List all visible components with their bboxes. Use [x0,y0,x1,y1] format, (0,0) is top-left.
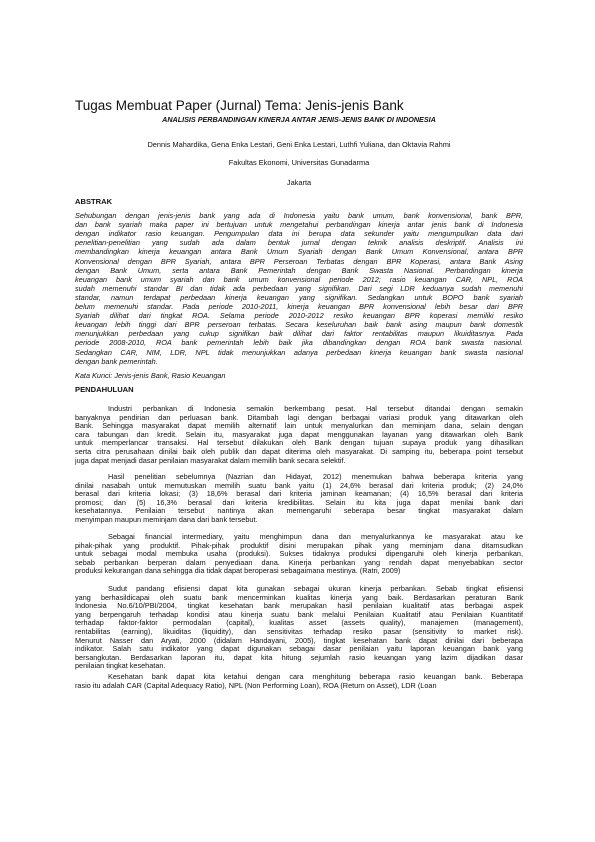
paragraph-line: standar, namun terdapat perbedaan kinerja keuangan yang signifikan. Sedangkan untuk BOPO bank syariah [75,292,523,302]
paragraph-line: keuangan lebih tinggi dari BPR perseroan terbatas. Secara keseluruhan baik bank asing maupun bank domestik [75,320,523,330]
paragraph-line: Sebagai financial intermediary, yaitu menghimpun dana dan menyalurkannya ke masyarakat atau ke [108,532,523,541]
paragraph-line: dan bank syariah maka paper ini bertujuan untuk mengetahui perbandingan kinerja antar jenis bank di Indonesia [75,220,523,230]
paragraph-line: indikator. Salah satu indikator yang dapat digunakan sebagai dasar penilaian yaitu laporan keuangan bank yang [75,644,523,654]
paragraph-line: Indonesia No.6/10/PBI/2004, tingkat kesehatan bank merupakan hasil penilaian kualitatif atas berbagai aspek [75,601,523,611]
paragraph-line: kesehatannya. Penilaian tersebut nantinya akan memengaruhi seberapa besar tingkat masyarakat dalam [75,506,523,516]
paragraph-line: Bank. Sehingga masyarakat dapat memilih alternatif lain untuk menyalurkan dan meminjam dana, selain dengan [75,421,523,431]
paragraph-line: membandingkan kinerja keuangan antara Bank Umum Syariah dengan Bank Umum Konvensional, antara BPR [75,247,523,257]
paragraph-line: belum memenuhi standar. Pada periode 2010-2011, kinerja keuangan BPR konvensional lebih besar dari BPR [75,302,523,311]
paragraph-line: cara tabungan dan kredit. Selain itu, masyarakat juga dapat menggunakan layanan yang ditawarkan oleh Bank [75,429,523,439]
paragraph-line: rentabilitas (earning), likuiditas (liquidity), dan sensitivitas terhadap resiko pasar (sensitivity to market risk). [75,627,523,636]
affiliation: Fakultas Ekonomi, Universitas Gunadarma [228,158,370,167]
paper-title: ANALISIS PERBANDINGAN KINERJA ANTAR JENIS-JENIS BANK DI INDONESIA [162,115,436,124]
paragraph-line: untuk sebagai modal membuka usaha (produksi). Sukses tidaknya produksi dipengaruhi oleh kinerja perbankan, [75,549,523,559]
paragraph-line: yang berpengaruh terhadap kondisi atau kinerja suatu bank melalui Penilaian Kualitatif atau Penilaian Kuantitatif [75,609,523,619]
paragraph-line: pihak-pihak yang produktif. Pihak-pihak produktif disini merupakan pihak yang meminjam dana ditamsudkan [75,540,523,550]
paragraph-line: penilaian tingkat kesehatan. [75,661,166,671]
paragraph-line: sudah memenuhi standar BI dan tidak ada perbedaan yang signifikan. Dari segi LDR keduanya sudah memenuhi [75,283,523,293]
paragraph-line: untuk memperlancar transaksi. Hal tersebut dilakukan oleh Bank dengan tujuan supaya produk yang dihasilkan [75,438,523,448]
paragraph-line: Kesehatan bank dapat kita ketahui dengan cara menghitung beberapa rasio keuangan bank. Beberapa [108,672,523,681]
paragraph-line: bersangkutan. Berdasarkan laporan itu, dapat kita hitung sejumlah rasio keuangan yang lazim dijadikan dasar [75,652,523,662]
keywords: Kata Kunci: Jenis-jenis Bank, Rasio Keuangan [75,371,226,380]
paragraph-line: Hasil penelitian sebelumnya (Nazrian dan Hidayat, 2012) menemukan bahwa beberapa kriteria yang [108,472,523,481]
paragraph-line: keuangan bank umum syariah dan bank umum konvensional periode 2012; rasio keuangan CAR, NPL, ROA [75,274,523,284]
paragraph-line: dengan indikator rasio keuangan. Pengumpulan data ini berupa data sekunder yaitu mengumpulkan data dari [75,229,523,239]
paragraph-line: periode 2008-2010, ROA bank pemerintah lebih baik jika dibandingkan dengan ROA bank swasta nasional. [75,338,523,348]
paragraph-line: Sedangkan CAR, NIM, LDR, NPL tidak menunjukkan adanya perbedaan kinerja keuangan bank swasta nasional [75,347,523,357]
paragraph-line: Syariah dilihat dari tingkat ROA. Selama periode 2010-2012 resiko keuangan BPR koperasi memiliki resiko [75,311,523,321]
paragraph-line: penelitian-penelitian yang sudah ada dalam bentuk jurnal dengan teknik analisis deskriptif. Analisis ini [75,238,523,248]
paragraph-line: banyaknya pendirian dan perluasan bank. Ditambah lagi dengan berbagai variasi produk yang ditawarkan oleh [75,412,523,422]
paragraph-line: serta citra perusahaan dinilai baik oleh publik dan dapat diterima oleh masyarakat. Di samping itu, beberapa point tersebut [75,447,523,456]
paragraph-line: sebab perbankan berperan dalam penyediaan dana. Kinerja perbankan yang rendah dapat menyebabkan sector [75,557,523,567]
paragraph-line: berasal dari kriteria lokasi; (3) 18,6% berasal dari kriteria jaminan keamanan; (4) 16,5% berasal dari kriteria [75,489,523,499]
paragraph-line: Sudut pandang efisiensi dapat kita gunakan sebagai ukuran kinerja perbankan. Sebab tingkat efisiensi [108,584,523,593]
document-title: Tugas Membuat Paper (Jurnal) Tema: Jenis-jenis Bank [75,98,404,113]
paragraph-line: produksi kekurangan dana sehingga dia tidak dapat beroperasi sebagaimana mestinya. (Ratri, 2009) [75,566,401,576]
author-list: Dennis Mahardika, Gena Enka Lestari, Geni Enka Lestari, Luthfi Yuliana, dan Oktavia Rahmi [147,140,451,149]
abstract-heading: ABSTRAK [75,197,113,206]
intro-heading: PENDAHULUAN [75,385,134,394]
paragraph-line: terhadap faktor-faktor permodalan (capital), kualitas asset (assets quality), manajemen (management), [75,618,523,628]
paragraph-line: dinilai nasabah untuk memutuskan memilih suatu bank yaitu (1) 24,6% berasal dari kriteria produk; (2) 24,0% [75,480,523,490]
paragraph-line: menunjukkan perbedaan yang cukup signifikan baik dilihat dari faktor rentabilitas maupun likuiditasnya. Pada [75,329,523,339]
paragraph-line: dengan bank pemerintah. [75,356,158,366]
city: Jakarta [286,178,312,187]
paragraph-line: Industri perbankan di Indonesia semakin berkembang pesat. Hal tersebut ditandai dengan semakin [108,404,523,413]
paragraph-line: Sehubungan dengan jenis-jenis bank yang ada di Indonesia yaitu bank umum, bank konvensional, bank BPR, [75,211,523,220]
paragraph-line: Konvensional dengan BPR Syariah, antara BPR Perseroan Terbatas dengan BPR Koperasi, antara Bank Asing [75,256,523,266]
paragraph-line: promosi; dan (5) 16,3% berasal dari kriteria kredibilitas. Selain itu kita juga dapat menilai bank dari [75,497,523,507]
paragraph-line: rasio itu adalah CAR (Capital Adequacy Ratio), NPL (Non Performing Loan), ROA (Return on Asset), LDR (Loan [75,680,437,690]
paragraph-line: yang berhasildicapai oleh suatu bank mencerminkan kualitas kinerja yang baik. Berdasarkan peraturan Bank [75,592,523,602]
paragraph-line: dengan Bank Umum, serta antara Bank Pemerintah dengan Bank Swasta Nasional. Perbandingan kinerja [75,265,523,275]
paragraph-line: juga dapat menjadi dasar penilaian masyarakat dalam memilih bank secara selektif. [75,455,346,465]
paragraph-line: Menurut Nasser dan Aryati, 2000 (didalam Handayani, 2005), tingkat kesehatan bank dapat dinilai dari beberapa [75,635,523,645]
paragraph-line: menyimpan maupun meminjam dana dari bank tersebut. [75,515,258,524]
